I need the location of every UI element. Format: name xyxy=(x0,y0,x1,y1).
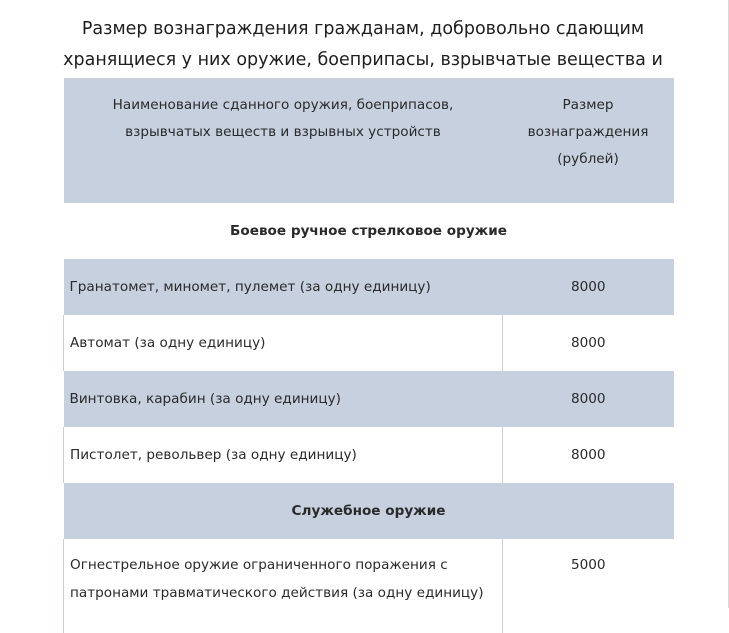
section-title-service-weapons: Служебное оружие xyxy=(64,483,674,539)
header-amount-cell: Размер вознаграждения (рублей) xyxy=(503,78,674,203)
section-title-combat-weapons: Боевое ручное стрелковое оружие xyxy=(64,203,674,259)
row-amount-cell: 8000 xyxy=(503,371,674,427)
table-row xyxy=(64,539,674,633)
table-row xyxy=(64,371,674,427)
table-header-row xyxy=(64,78,674,203)
row-amount-cell: 8000 xyxy=(503,315,674,371)
row-name-cell: Гранатомет, миномет, пулемет (за одну единицу) xyxy=(64,259,503,315)
reward-table xyxy=(63,78,674,633)
row-amount-cell: 5000 xyxy=(503,539,674,633)
section-header-row xyxy=(64,483,674,539)
row-amount-cell: 8000 xyxy=(503,427,674,483)
row-name-cell: Огнестрельное оружие ограниченного поражения с патронами травматического действия (за одну единицу) xyxy=(64,539,503,633)
header-name-cell: Наименование сданного оружия, боеприпасов, взрывчатых веществ и взрывных устройств xyxy=(64,78,503,203)
table-row xyxy=(64,259,674,315)
section-header-row xyxy=(64,203,674,259)
table-row xyxy=(64,315,674,371)
page-title: Размер вознаграждения гражданам, добровольно сдающим хранящиеся у них оружие, боеприпасы, взрывчатые вещества и xyxy=(63,19,663,70)
table-row xyxy=(64,427,674,483)
row-name-cell: Пистолет, револьвер (за одну единицу) xyxy=(64,427,503,483)
row-name-cell: Винтовка, карабин (за одну единицу) xyxy=(64,371,503,427)
row-amount-cell: 8000 xyxy=(503,259,674,315)
row-name-cell: Автомат (за одну единицу) xyxy=(64,315,503,371)
